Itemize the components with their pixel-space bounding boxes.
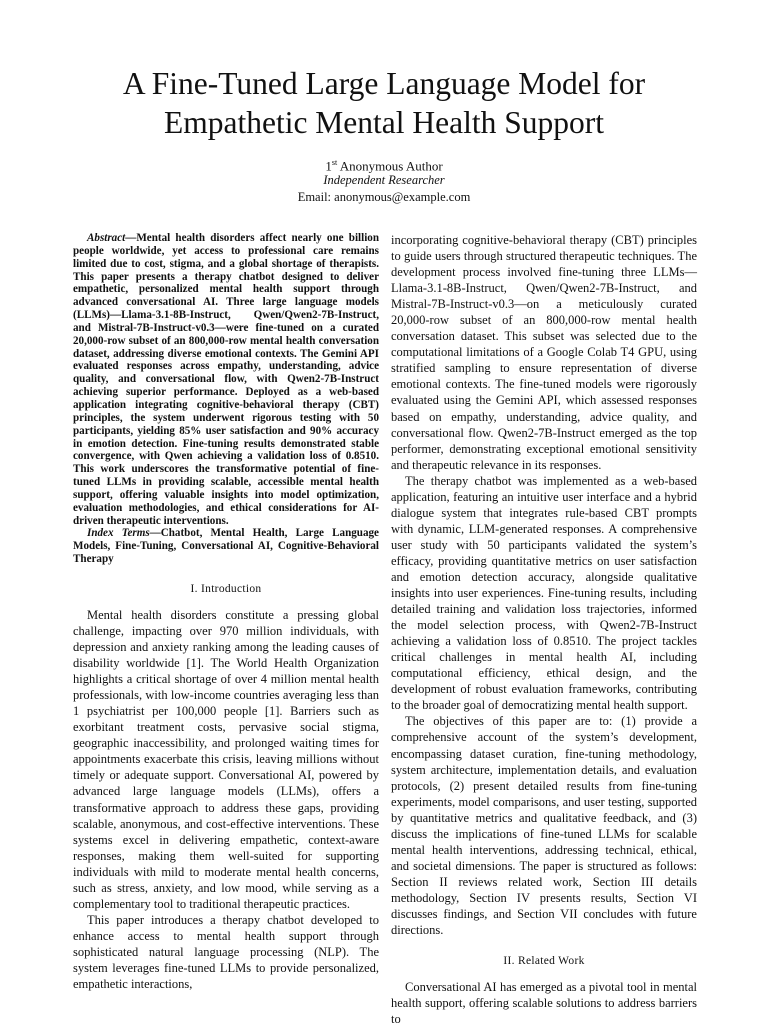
- author-ordinal: st: [331, 158, 338, 167]
- index-terms-text: —Chatbot, Mental Health, Large Language Models, Fine-Tuning, Conversational AI, Cognitive-Behavioral Therapy: [73, 527, 379, 566]
- paper-title: [0, 64, 768, 142]
- related-paragraph-1: Conversational AI has emerged as a pivotal tool in mental health support, offering scalable solutions to address barriers to: [391, 980, 697, 1027]
- title-line-2: Empathetic Mental Health Support: [163, 105, 604, 140]
- intro-paragraph-4: The objectives of this paper are to: (1) provide a comprehensive account of the system’s development, encompassing dataset curation, fine-tuning methodology, system architecture, implementation details, and evaluation protocols, (2) present detailed results from fine-tuning experiments, model comparisons, and user testing, supported by quantitative metrics and qualitative feedback, and (3) discuss the implications of fine-tuned LLMs for scalable mental health interventions, addressing technical, ethical, and societal dimensions. The paper is structured as follows: Section II reviews related work, Section III details methodology, Section IV presents results, Section VI discusses findings, and Section VII concludes with future directions.: [391, 714, 697, 938]
- author-affiliation: Independent Researcher: [323, 173, 445, 187]
- index-terms-label: Index Terms: [87, 527, 150, 540]
- abstract-text: —Mental health disorders affect nearly one billion people worldwide, yet access to professional care remains limited due to cost, stigma, and a global shortage of therapists. This paper presents a therapy chatbot designed to deliver empathetic, personalized mental health support through advanced conversational AI. Three large language models (LLMs)—Llama-3.1-8B-Instruct, Qwen/Qwen2-7B-Instruct, and Mistral-7B-Instruct-v0.3—were fine-tuned on a curated 20,000-row subset of an 800,000-row mental health conversation dataset, addressing diverse emotional contexts. The Gemini API evaluated responses across empathy, understanding, advice quality, and conversational flow, with Qwen2-7B-Instruct achieving superior performance. Deployed as a web-based application integrating cognitive-behavioral therapy (CBT) principles, the system underwent rigorous testing with 50 participants, yielding 85% user satisfaction and 90% accuracy in emotion detection. Fine-tuning results demonstrated stable convergence, with Qwen achieving a validation loss of 0.8510. This work underscores the transformative potential of fine-tuned LLMs in providing scalable, accessible mental health support, offering valuable insights into model optimization, evaluation methodologies, and ethical considerations for AI-driven therapeutic interventions.: [73, 232, 379, 527]
- section-heading-related-work: II. Related Work: [503, 955, 585, 968]
- abstract: [73, 232, 379, 527]
- title-line-1: A Fine-Tuned Large Language Model for: [122, 66, 646, 101]
- intro-paragraph-2: This paper introduces a therapy chatbot developed to enhance access to mental health support through sophisticated natural language processing (NLP). The system leverages fine-tuned LLMs to provide personalized, empathetic interactions,: [73, 912, 379, 992]
- author-email: Email: anonymous@example.com: [297, 190, 471, 204]
- section-heading-introduction: I. Introduction: [190, 582, 262, 595]
- intro-paragraph-2-continued: incorporating cognitive-behavioral therapy (CBT) principles to guide users through structured therapeutic techniques. The development process involved fine-tuning three LLMs—Llama-3.1-8B-Instruct, Qwen/Qwen2-7B-Instruct, and Mistral-7B-Instruct-v0.3—on a meticulously curated 20,000-row subset of an 800,000-row mental health conversation dataset. This subset was selected due to the computational limitations of a Google Colab T4 GPU, using stratified sampling to ensure representation of diverse emotional contexts. The fine-tuned models were rigorously evaluated using the Gemini API, which assessed responses based on empathy, understanding, advice quality, and conversational flow. Qwen2-7B-Instruct emerged as the top performer, demonstrating exceptional emotional sensitivity and therapeutic relevance in its responses.: [391, 233, 697, 472]
- index-terms: [73, 527, 379, 566]
- author-name: Anonymous Author: [339, 158, 443, 174]
- author-number: 1: [325, 158, 332, 174]
- right-column: [391, 232, 697, 1027]
- abstract-label: Abstract: [87, 232, 126, 244]
- related-body: [391, 979, 697, 1027]
- left-column: [73, 232, 379, 992]
- intro-body-continued: [391, 232, 697, 938]
- intro-paragraph-1: Mental health disorders constitute a pressing global challenge, impacting over 970 million individuals, with depression and anxiety ranking among the leading causes of disability worldwide [1]. The World Health Organization highlights a critical shortage of over 4 million mental health professionals, with low-income countries averaging less than 1 psychiatrist per 100,000 people [1]. Barriers such as exorbitant treatment costs, pervasive social stigma, geographic inaccessibility, and prolonged waiting times for appointments exacerbate this crisis, leaving millions without timely or adequate support. Conversational AI, powered by advanced large language models (LLMs), offers a transformative approach to address these gaps, providing scalable, anonymous, and cost-effective interventions. These systems excel in delivering empathetic, context-aware responses, making them well-suited for supporting individuals with mild to moderate mental health concerns, such as stress, anxiety, and low mood, while serving as a complementary tool to traditional therapeutic practices.: [73, 607, 379, 911]
- intro-paragraph-3: The therapy chatbot was implemented as a web-based application, featuring an intuitive user interface and a hybrid dialogue system that integrates rule-based CBT prompts with dynamic, LLM-generated responses. A comprehensive user study with 50 participants validated the system’s efficacy, providing quantitative metrics on user satisfaction and emotion detection accuracy, alongside qualitative insights into user experiences. Fine-tuning results, including detailed training and validation loss trajectories, informed the model selection process, with Qwen2-7B-Instruct achieving a validation loss of 0.8510. The project tackles critical challenges in mental health AI, including computational efficiency, ethical design, and the development of robust evaluation frameworks, contributing to the broader goal of democratizing mental health support.: [391, 473, 697, 713]
- intro-body: [73, 607, 379, 992]
